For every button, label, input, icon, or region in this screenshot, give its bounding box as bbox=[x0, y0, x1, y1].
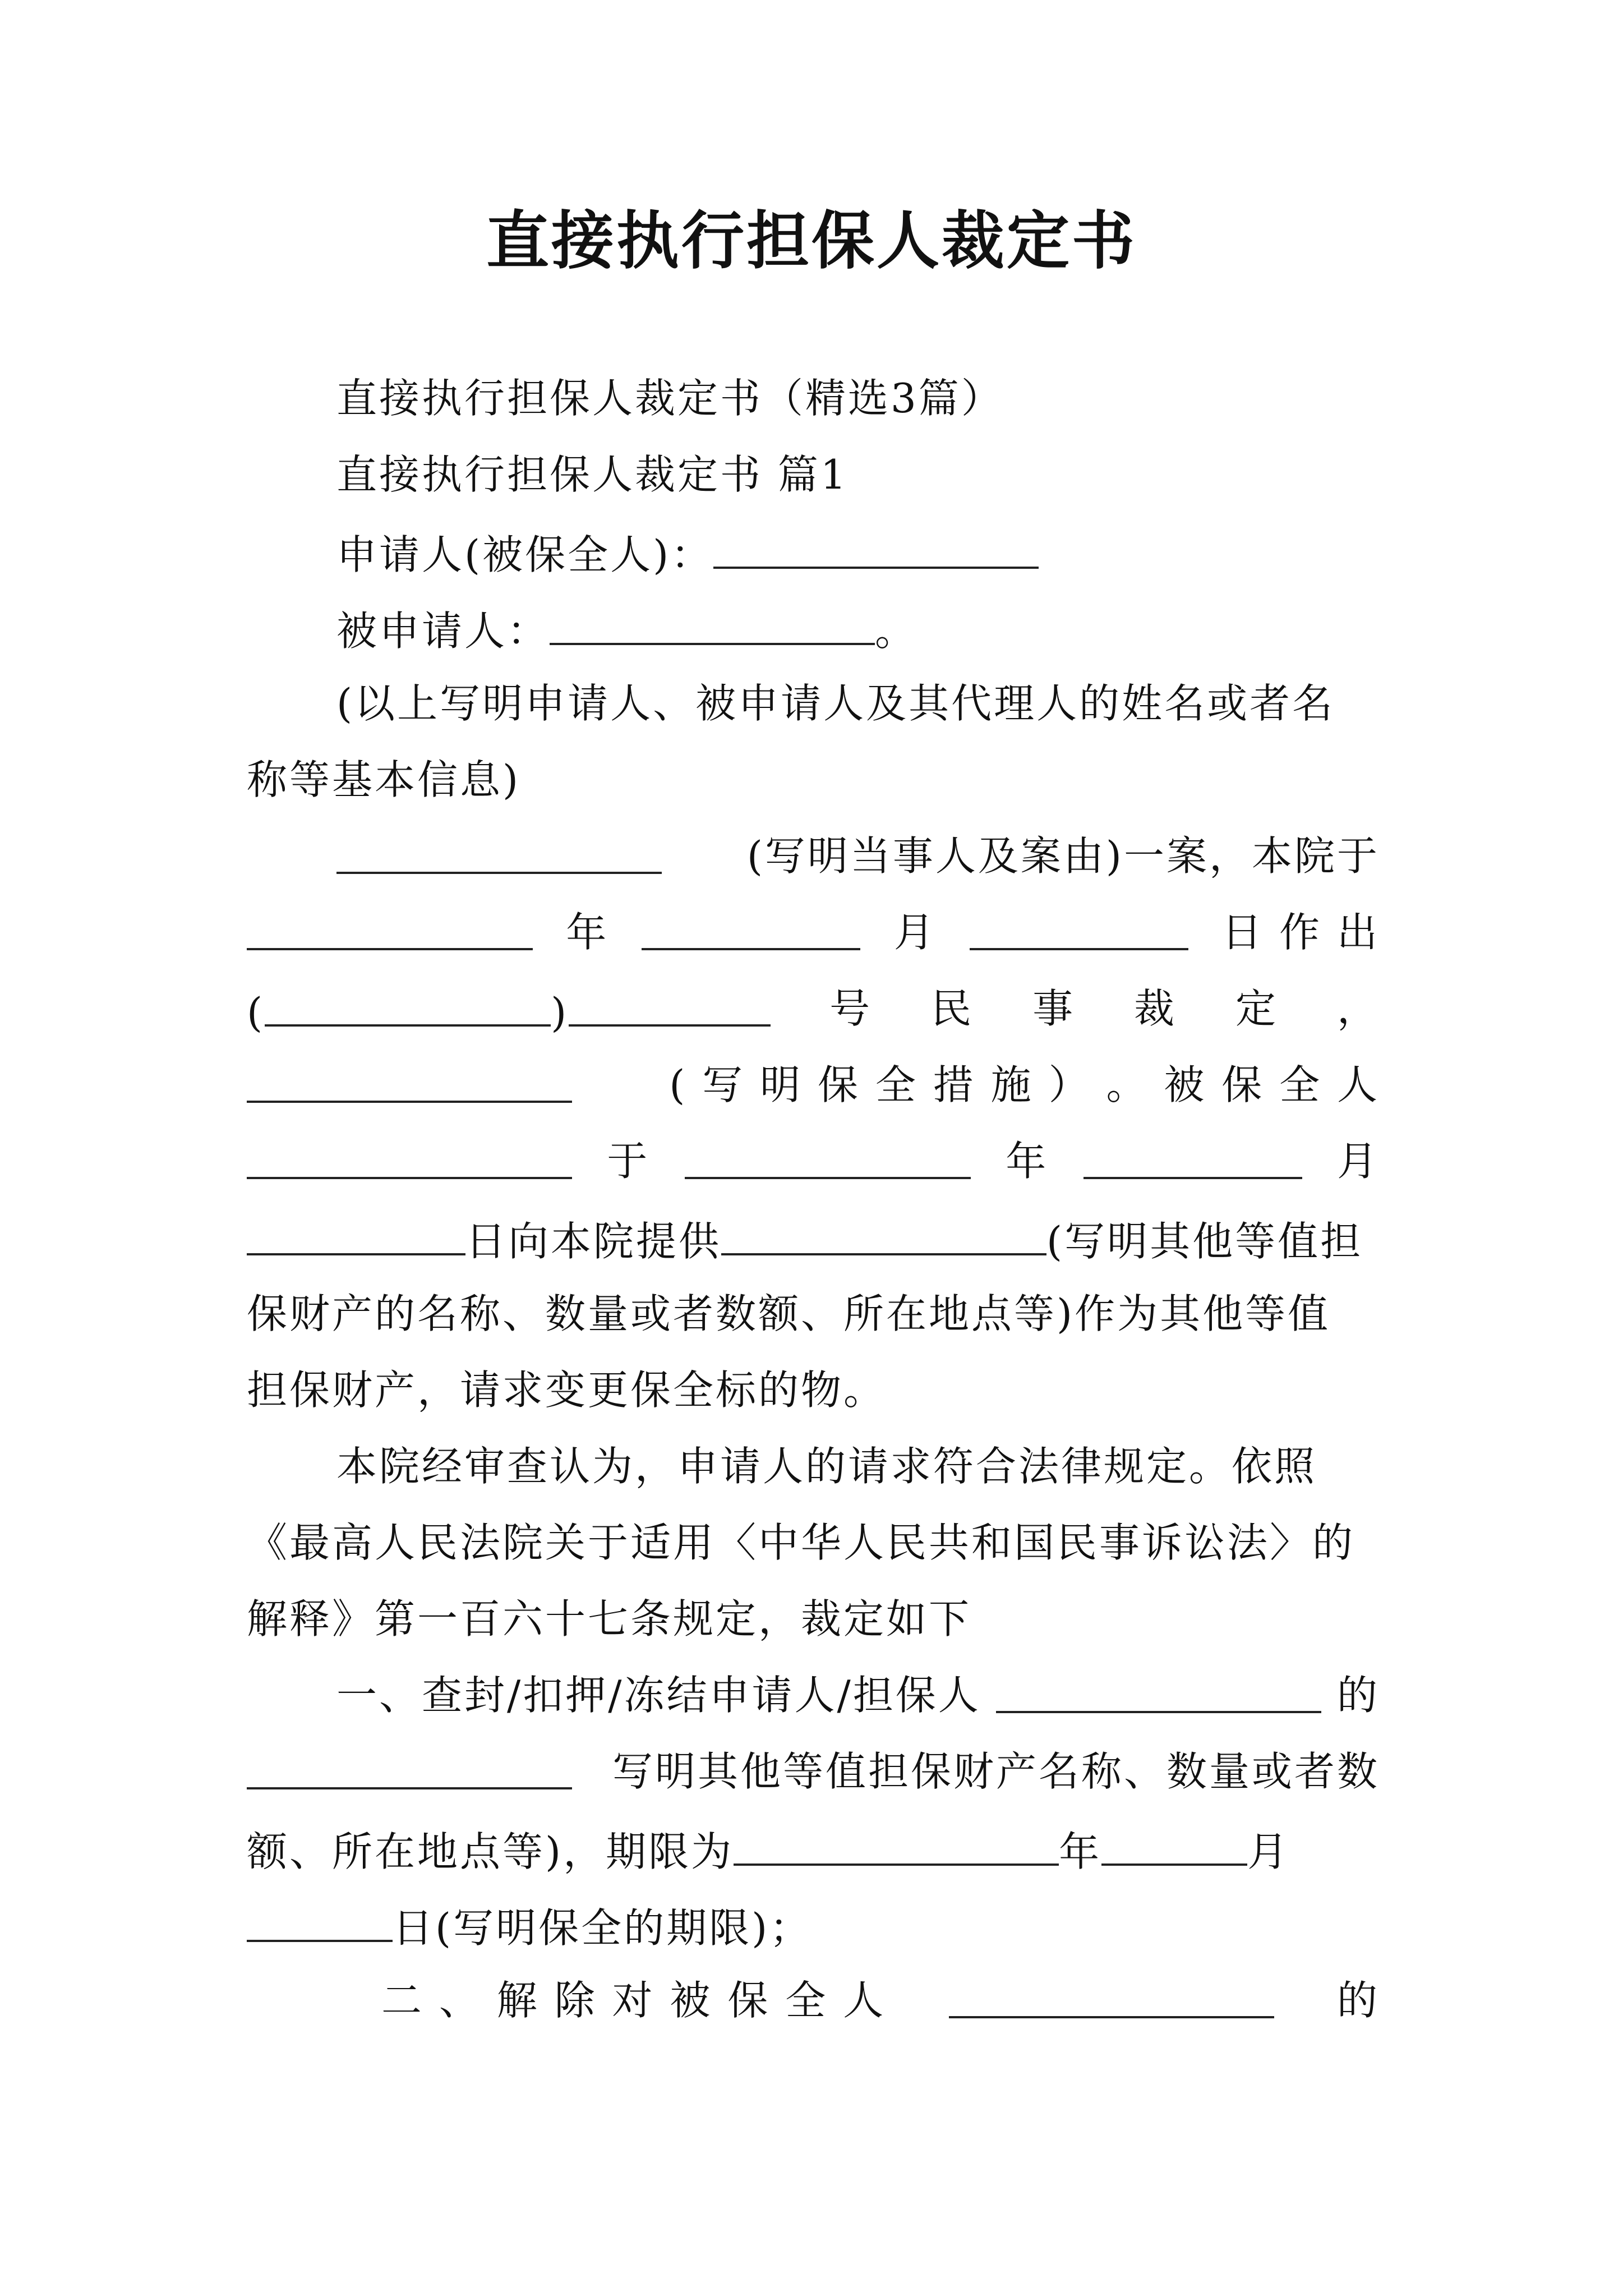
case-text: (写明当事人及案由)一案，本院于 bbox=[746, 832, 1380, 880]
respondent-line bbox=[336, 599, 1469, 659]
year-blank bbox=[247, 904, 533, 950]
day-made-text: 日 作 出 bbox=[1221, 909, 1380, 956]
case-line bbox=[336, 828, 1380, 884]
month-label: 月 bbox=[893, 909, 937, 956]
paren-close: ) bbox=[551, 989, 569, 1036]
period-month-label: 月 bbox=[1247, 1828, 1290, 1875]
request-line: 担保财产，请求变更保全标的物。 bbox=[247, 1366, 887, 1414]
item2-de: 的 bbox=[1336, 1977, 1380, 2024]
hao-char: 号 bbox=[829, 985, 873, 1032]
applicant-line bbox=[336, 523, 1469, 583]
respondent-label: 被申请人： bbox=[336, 608, 550, 655]
review-line-2: 《最高人民法院关于适用〈中华人民共和国民事诉讼法〉的 bbox=[247, 1519, 1355, 1566]
item2-line-1 bbox=[381, 1972, 1380, 2028]
property-blank bbox=[721, 1209, 1046, 1255]
case-blank bbox=[336, 828, 662, 874]
period-year-label: 年 bbox=[1059, 1828, 1102, 1875]
month-blank bbox=[642, 904, 860, 950]
item1-property-text: 写明其他等值担保财产名称、数量或者数 bbox=[612, 1748, 1380, 1795]
item2-blank bbox=[949, 1972, 1274, 2018]
provide-line bbox=[247, 1209, 1380, 1269]
measure-text: ( 写 明 保 全 措 施 ） 。 被 保 全 人 bbox=[669, 1061, 1380, 1108]
subtitle: 直接执行担保人裁定书（精选3篇） bbox=[336, 375, 1004, 422]
section-heading: 直接执行担保人裁定书 篇1 bbox=[336, 451, 849, 498]
cai-char: 裁 bbox=[1134, 985, 1177, 1032]
review-line-3: 解释》第一百六十七条规定，裁定如下 bbox=[247, 1595, 972, 1642]
item1-period-end: 日(写明保全的期限)； bbox=[393, 1904, 813, 1952]
submit-month-blank bbox=[1083, 1133, 1302, 1179]
ruling-number-group bbox=[247, 981, 771, 1041]
day-blank bbox=[970, 904, 1188, 950]
min-char: 民 bbox=[931, 985, 974, 1032]
measure-line bbox=[247, 1057, 1380, 1113]
note-line-1: (以上写明申请人、被申请人及其代理人的姓名或者名 bbox=[336, 680, 1335, 727]
period-year-blank bbox=[734, 1820, 1059, 1866]
applicant-label: 申请人(被保全人)： bbox=[336, 531, 714, 578]
comma-char: ， bbox=[1336, 985, 1380, 1032]
property-desc-line: 保财产的名称、数量或者数额、所在地点等)作为其他等值 bbox=[247, 1290, 1331, 1337]
date-made-line bbox=[247, 904, 1380, 960]
shi-char: 事 bbox=[1032, 985, 1076, 1032]
item1-property-blank bbox=[247, 1743, 572, 1789]
period-day-blank bbox=[247, 1896, 393, 1942]
item1-line-1 bbox=[336, 1667, 1380, 1723]
ruling-number-blank bbox=[569, 981, 771, 1027]
submit-date-line bbox=[247, 1133, 1380, 1189]
submit-month-label: 月 bbox=[1336, 1138, 1380, 1185]
provide-text: 日向本院提供 bbox=[465, 1218, 722, 1265]
item1-period-text: 额、所在地点等)，期限为 bbox=[247, 1828, 734, 1875]
respondent-blank bbox=[550, 599, 875, 645]
item1-de: 的 bbox=[1336, 1672, 1380, 1719]
guarantor-blank bbox=[996, 1667, 1321, 1713]
item2-text: 二 、 解 除 对 被 保 全 人 bbox=[381, 1977, 886, 2024]
other-property-text: (写明其他等值担 bbox=[1046, 1218, 1363, 1265]
item1-line-4 bbox=[247, 1896, 1380, 1956]
ding-char: 定 bbox=[1235, 985, 1279, 1032]
applicant-blank bbox=[713, 523, 1039, 569]
submit-day-blank bbox=[247, 1209, 465, 1255]
period-month-blank bbox=[1101, 1820, 1247, 1866]
note-line-2: 称等基本信息) bbox=[247, 756, 521, 803]
ruling-number-line bbox=[247, 981, 1380, 1041]
yu-char: 于 bbox=[607, 1138, 650, 1185]
paren-open: ( bbox=[247, 989, 265, 1036]
item1-line-2 bbox=[247, 1743, 1380, 1800]
review-line-1: 本院经审查认为，申请人的请求符合法律规定。依照 bbox=[336, 1443, 1317, 1490]
guaranteed-party-blank bbox=[247, 1133, 572, 1179]
year-label: 年 bbox=[566, 909, 609, 956]
submit-year-label: 年 bbox=[1006, 1138, 1049, 1185]
document-title: 直接执行担保人裁定书 bbox=[486, 204, 1137, 278]
ruling-year-blank bbox=[265, 981, 551, 1027]
measure-blank bbox=[247, 1057, 572, 1103]
item1-line-3 bbox=[247, 1820, 1380, 1880]
item1-text: 一、查封/扣押/冻结申请人/担保人 bbox=[336, 1672, 981, 1719]
respondent-end: 。 bbox=[875, 608, 918, 655]
submit-year-blank bbox=[685, 1133, 971, 1179]
